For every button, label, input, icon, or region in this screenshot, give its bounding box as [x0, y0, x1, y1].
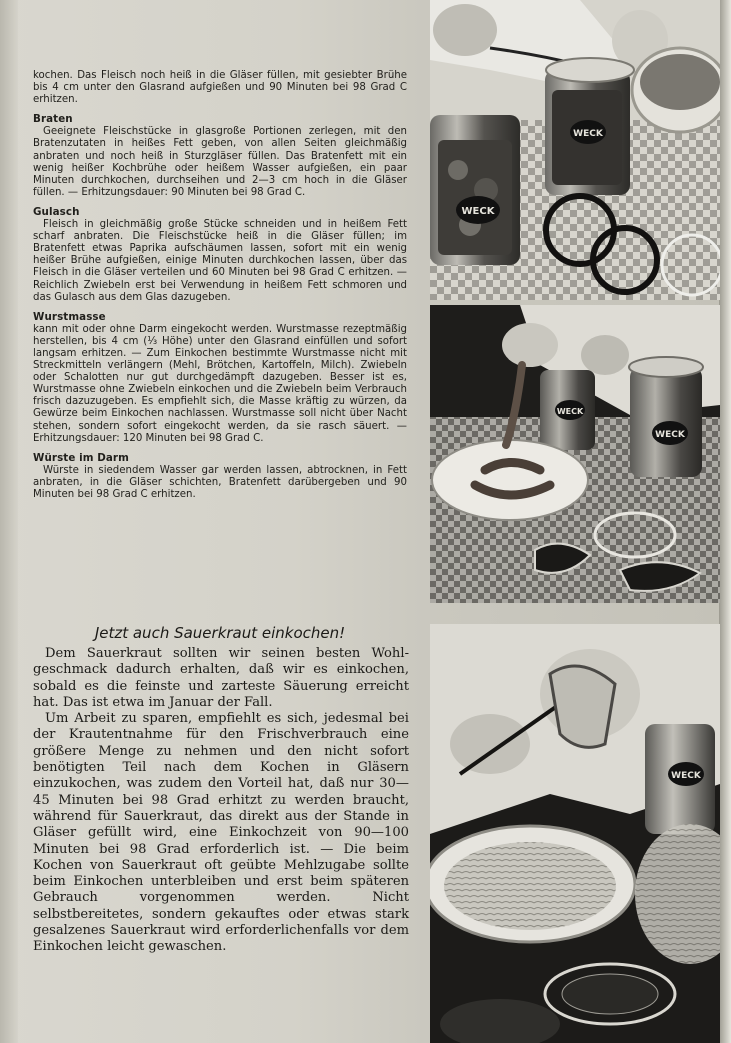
page-binding-shadow: [0, 0, 18, 1043]
sauerkraut-paragraph: Dem Sauerkraut sollten wir seinen besten Wohlgeschmack dadurch erhalten, daß wir es einkochen, sobald es die feinste und zarteste Säuerung erreicht hat. Das ist etwa im Januar der Fall.: [33, 646, 409, 710]
section-text: Geeignete Fleischstücke in glasgroße Portionen zerlegen, mit den Bratenzutaten in heißes Fett geben, von allen Seiten gleichmäßig anbraten und noch heiß in Sturzgläser füllen. Das Bratenfett mit ein wenig heißer Kochbrühe oder heißem Wasser aufgießen, ein paar Minuten durchkochen, durchseihen und 2—3 cm hoch in die Gläser füllen. — Erhitzungsdauer: 90 Minuten bei 98 Grad C.: [33, 126, 407, 198]
section-heading: Würste im Darm: [33, 451, 129, 464]
page-edge: [719, 0, 731, 1043]
section-wuerste-im-darm: [33, 452, 407, 501]
section-heading: Wurstmasse: [33, 310, 106, 323]
section-text: Fleisch in gleichmäßig große Stücke schneiden und in heißem Fett scharf anbraten. Die Fleischstücke heiß in die Gläser füllen; im Bratenfett etwas Paprika aufschäumen lassen, sofort mit ein wenig heißer Brühe aufgießen, einige Minuten durchkochen lassen, über das Fleisch in die Gläser verteilen und 60 Minuten bei 98 Grad C erhitzen. — Reichlich Zwiebeln erst bei Verwendung in heißem Fett schmoren und das Gulasch aus dem Glas dazugeben.: [33, 219, 407, 303]
photo-sauerkraut-jars: [430, 624, 720, 1043]
section-text: kann mit oder ohne Darm eingekocht werden. Wurstmasse rezeptmäßig herstellen, bis 4 cm (⅓ Höhe) unter den Glasrand einfüllen und sofort langsam erhitzen. — Zum Einkochen bestimmte Wurstmasse nicht mit Streckmitteln verlängern (Mehl, Brötchen, Kartoffeln, Milch). Zwiebeln oder Schalotten nur gut durchgedämpft dazugeben. Besser ist es, Wurstmasse ohne Zwiebeln einkochen und die Zwiebeln beim Verbrauch frisch dazuzugeben. Es empfiehlt sich, die Masse kräftig zu würzen, da Gewürze beim Einkochen nachlassen. Wurstmasse soll nicht über Nacht stehen, sondern sofort eingekocht werden, da sie rasch säuert. — Erhitzungsdauer: 120 Minuten bei 98 Grad C.: [33, 323, 407, 444]
section-heading: Gulasch: [33, 205, 80, 218]
section-wurstmasse: [33, 311, 407, 445]
photo-filling-jars-image: [430, 0, 720, 300]
photo-filling-jars: [430, 0, 720, 300]
weck-label: WECK: [655, 430, 685, 440]
recipe-column: [33, 70, 407, 501]
section-text: Würste in siedendem Wasser gar werden lassen, abtrocknen, in Fett anbraten, in die Gläser schichten, Bratenfett darübergeben und 90 Minuten bei 98 Grad C erhitzen.: [33, 464, 407, 500]
section-braten: [33, 113, 407, 199]
photo-sauerkraut-jars-image: [430, 624, 720, 1043]
weck-label: WECK: [461, 206, 495, 217]
sauerkraut-title: Jetzt auch Sauerkraut einkochen!: [94, 624, 346, 642]
photo-sausage-jars-image: [430, 305, 720, 603]
weck-label: WECK: [573, 129, 603, 139]
weck-label: WECK: [556, 407, 584, 416]
weck-label: WECK: [671, 771, 701, 781]
sauerkraut-paragraph: Um Arbeit zu sparen, empfiehlt es sich, jedesmal bei der Krautentnahme für den Frischverbrauch eine größere Menge zu nehmen und den nicht sofort benötigten Teil nach dem Kochen in Gläsern einzukochen, was zudem den Vorteil hat, daß nur 30—45 Minuten bei 98 Grad erhitzt zu werden braucht, während für Sauerkraut, das direkt aus der Stande in Gläser gefüllt wird, eine Einkochzeit von 90—100 Minuten bei 98 Grad erforderlich ist. — Die beim Kochen von Sauerkraut oft geübte Mehlzugabe sollte beim Einkochen unterbleiben und erst beim späteren Gebrauch vorgenommen werden. Nicht selbstbereitetes, sondern gekauftes oder etwas stark gesalzenes Sauerkraut wird erforderlichenfalls vor dem Einkochen leicht gewaschen.: [33, 711, 409, 955]
intro-paragraph: kochen. Das Fleisch noch heiß in die Gläser füllen, mit gesiebter Brühe bis 4 cm unter den Glasrand aufgießen und 90 Minuten bei 98 Grad C erhitzen.: [33, 70, 407, 106]
photo-sausage-jars: [430, 305, 720, 603]
section-heading: Braten: [33, 113, 73, 126]
sauerkraut-body: [33, 646, 409, 956]
section-gulasch: [33, 206, 407, 304]
